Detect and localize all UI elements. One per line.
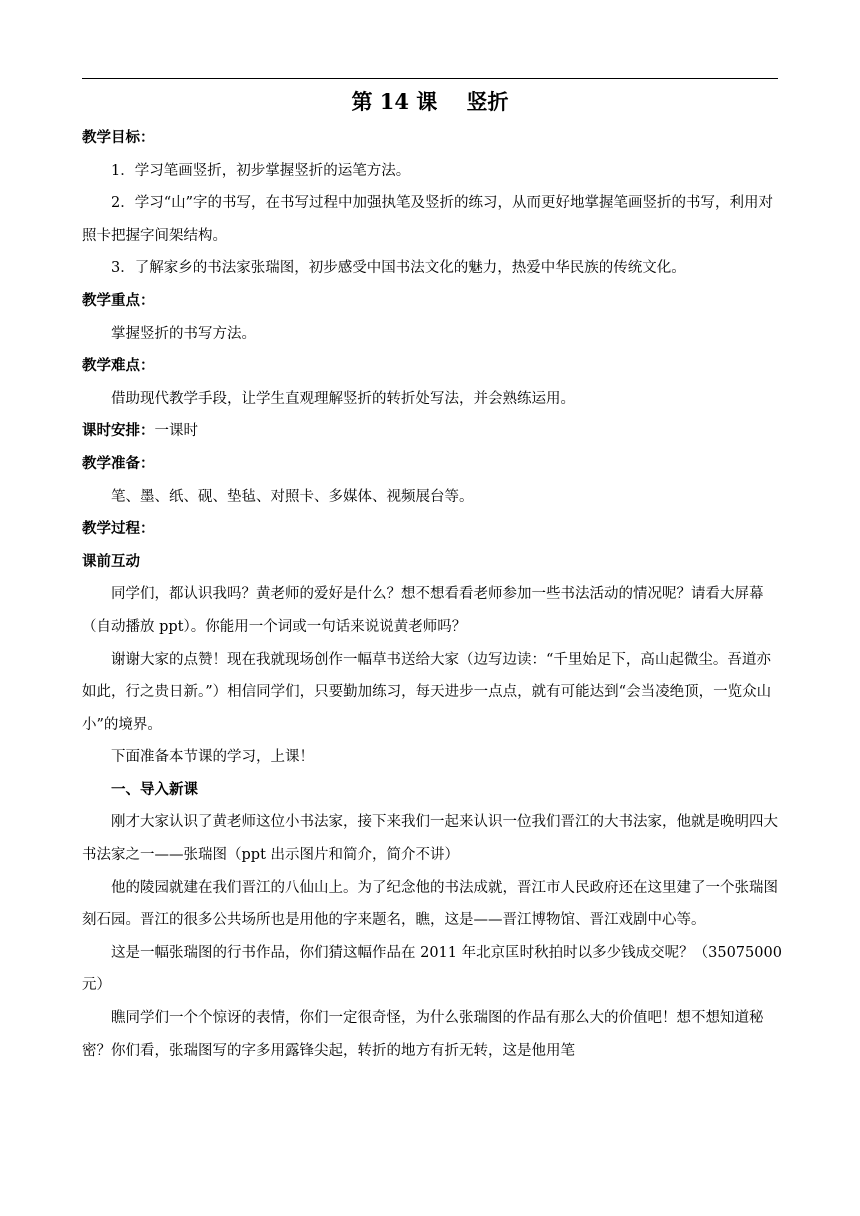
objective-item: 3．了解家乡的书法家张瑞图，初步感受中国书法文化的魅力，热爱中华民族的传统文化。	[111, 260, 686, 277]
schedule-heading: 课时安排：	[82, 422, 155, 440]
objectives-heading: 教学目标：	[82, 129, 155, 146]
process-heading: 教学过程：	[82, 520, 155, 538]
difficulty-text: 借助现代教学手段，让学生直观理解竖折的转折处写法，并会熟练运用。	[111, 390, 575, 407]
schedule-text: 一课时	[154, 423, 198, 440]
objective-item: 2．学习“山”字的书写，在书写过程中加强执笔及竖折的练习，从而更好地掌握笔画竖折的书写，利用对照卡把握字间架结构。	[82, 195, 774, 244]
schedule-line	[82, 415, 782, 448]
paragraph: 下面准备本节课的学习，上课！	[111, 749, 314, 766]
paragraph: 刚才大家认识了黄老师这位小书法家，接下来我们一起来认识一位我们晋江的大书法家，他就是晚明四大书法家之一——张瑞图（ppt 出示图片和简介，简介不讲）	[82, 814, 778, 864]
key-point-heading: 教学重点：	[82, 291, 155, 309]
header-rule	[82, 78, 778, 79]
paragraph: 他的陵园就建在我们晋江的八仙山上。为了纪念他的书法成就，晋江市人民政府还在这里建了一个张瑞图刻石园。晋江的很多公共场所也是用他的字来题名，瞧，这是——晋江博物馆、晋江戏剧中心等。	[82, 879, 778, 929]
paragraph: 谢谢大家的点赞！现在我就现场创作一幅草书送给大家（边写边读：“千里始足下，高山起微尘。吾道亦如此，行之贵日新。”）相信同学们，只要勤加练习，每天进步一点点，就有可能达到“会当凌绝顶，一览众山小”的境界。	[82, 651, 772, 733]
preparation-text: 笔、墨、纸、砚、垫毡、对照卡、多媒体、视频展台等。	[111, 488, 474, 505]
key-point-text: 掌握竖折的书写方法。	[111, 325, 256, 342]
pre-class-subheading: 课前互动	[82, 552, 140, 570]
document-body	[82, 122, 782, 1067]
preparation-heading: 教学准备：	[82, 454, 155, 472]
paragraph: 这是一幅张瑞图的行书作品，你们猜这幅作品在 2011 年北京匡时秋拍时以多少钱成交呢？（35075000 元）	[82, 944, 782, 994]
objective-item: 1．学习笔画竖折，初步掌握竖折的运笔方法。	[111, 162, 411, 179]
paragraph: 瞧同学们一个个惊讶的表情，你们一定很奇怪，为什么张瑞图的作品有那么大的价值吧！想不想知道秘密？你们看，张瑞图写的字多用露锋尖起，转折的地方有折无转，这是他用笔	[82, 1010, 764, 1059]
difficulty-heading: 教学难点：	[82, 357, 155, 375]
paragraph: 同学们，都认识我吗？黄老师的爱好是什么？想不想看看老师参加一些书法活动的情况呢？请看大屏幕（自动播放 ppt）。你能用一个词或一句话来说说黄老师吗？	[82, 586, 764, 635]
lesson-title: 第 14 课 竖折	[351, 89, 509, 114]
section1-subheading: 一、导入新课	[111, 780, 198, 798]
